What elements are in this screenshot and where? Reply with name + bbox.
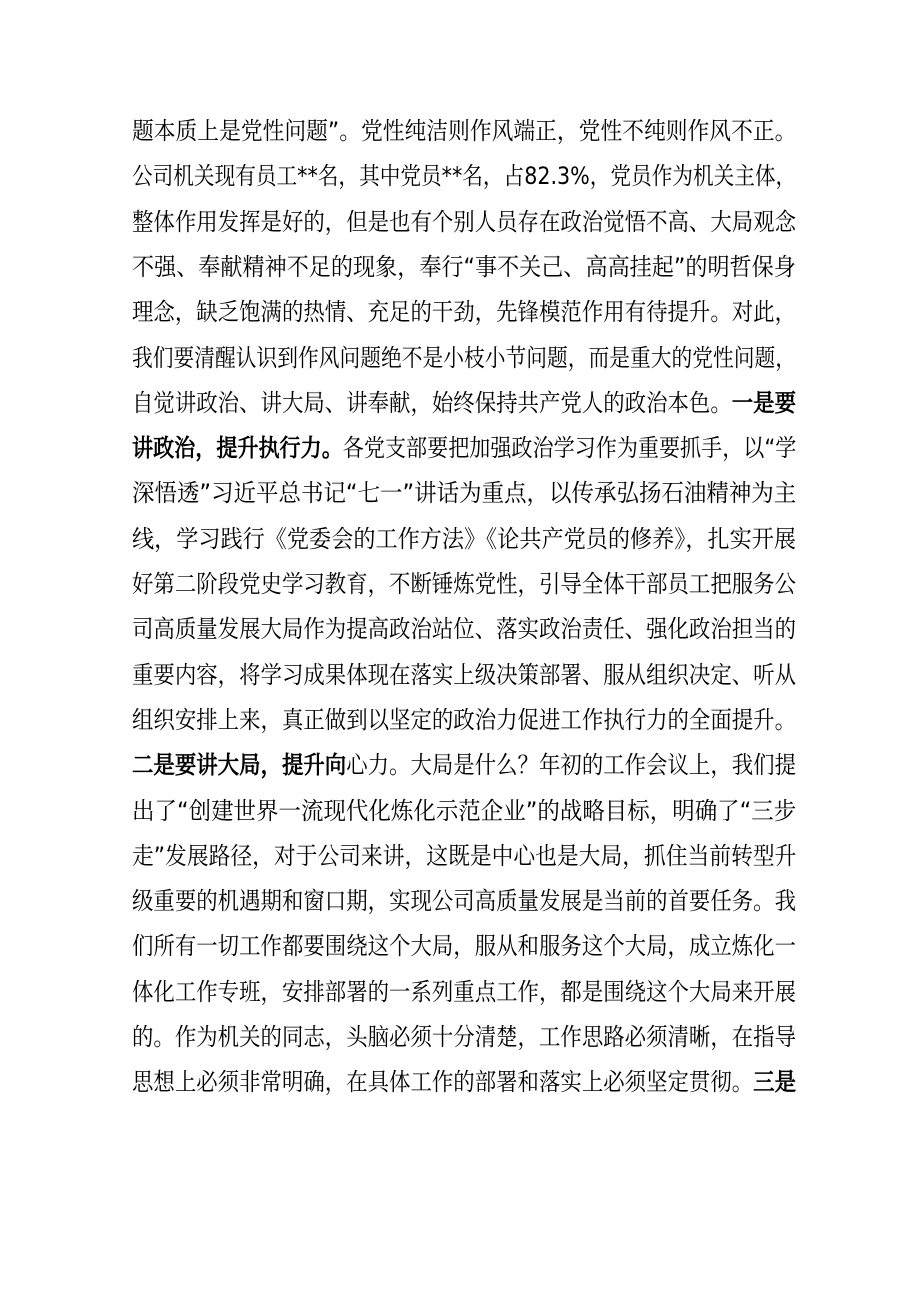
text-line [132,289,797,335]
bold-text-segment: 一是要 [731,389,797,417]
text-segment: 我们要清醒认识到作风问题绝不是小枝小节问题，而是重大的党性问题， [132,344,797,372]
text-segment: 走”发展路径，对于公司来讲，这既是中心也是大局，抓住当前转型升 [132,842,797,870]
text-segment: 公司机关现有员工**名，其中党员**名，占82.3%，党员作为机关主体， [132,162,797,190]
text-line [132,153,797,199]
text-segment: 体化工作专班，安排部署的一系列重点工作，都是围绕这个大局来开展 [132,978,797,1006]
text-segment: 重要内容，将学习成果体现在落实上级决策部署、服从组织决定、听从 [132,661,797,689]
text-segment: 心力。大局是什么？年初的工作会议上，我们提 [346,751,797,779]
text-line [132,561,797,607]
text-line [132,1059,797,1105]
text-segment: 不强、奉献精神不足的现象，奉行“事不关己、高高挂起”的明哲保身 [132,253,796,281]
bold-text-segment: 讲政治，提升执行力。 [132,434,343,462]
text-line [132,878,797,924]
text-segment: 各党支部要把加强政治学习作为重要抓手，以“学 [342,434,797,462]
text-segment: 理念，缺乏饱满的热情、充足的干劲，先锋模范作用有待提升。对此， [132,298,797,326]
text-segment: 好第二阶段党史学习教育，不断锤炼党性，引导全体干部员工把服务公 [132,570,797,598]
text-line [132,742,797,788]
bold-text-segment: 三是 [753,1068,797,1096]
text-line [132,380,797,426]
text-segment: 深悟透”习近平总书记“七一”讲话为重点，以传承弘扬石油精神为主 [132,479,797,507]
text-segment: 线，学习践行《党委会的工作方法》《论共产党员的修养》，扎实开展 [132,525,796,553]
text-line [132,108,797,154]
text-segment: 思想上必须非常明确，在具体工作的部署和落实上必须坚定贯彻。 [132,1068,754,1096]
text-line [132,697,797,743]
text-line [132,425,797,471]
text-segment: 司高质量发展大局作为提高政治站位、落实政治责任、强化政治担当的 [132,615,797,643]
text-segment: 题本质上是党性问题”。党性纯洁则作风端正，党性不纯则作风不正。 [132,117,797,145]
text-segment: 组织安排上来，真正做到以坚定的政治力促进工作执行力的全面提升。 [132,706,797,734]
text-line [132,788,797,834]
text-line [132,652,797,698]
text-line [132,606,797,652]
text-line [132,923,797,969]
text-line [132,516,796,562]
bold-text-segment: 二是要讲大局，提升向 [132,751,347,779]
text-line [132,335,797,381]
text-line [132,199,797,245]
text-segment: 的。作为机关的同志，头脑必须十分清楚，工作思路必须清晰，在指导 [132,1023,797,1051]
text-segment: 自觉讲政治、讲大局、讲奉献，始终保持共产党人的政治本色。 [132,389,732,417]
text-line [132,969,797,1015]
text-line [132,244,796,290]
text-segment: 出了“创建世界一流现代化炼化示范企业”的战略目标，明确了“三步 [132,797,797,825]
text-line [132,470,797,516]
text-segment: 整体作用发挥是好的，但是也有个别人员存在政治觉悟不高、大局观念 [132,208,797,236]
text-line [132,833,797,879]
text-segment: 们所有一切工作都要围绕这个大局，服从和服务这个大局，成立炼化一 [132,932,797,960]
text-segment: 级重要的机遇期和窗口期，实现公司高质量发展是当前的首要任务。我 [132,887,797,915]
text-line [132,1014,797,1060]
